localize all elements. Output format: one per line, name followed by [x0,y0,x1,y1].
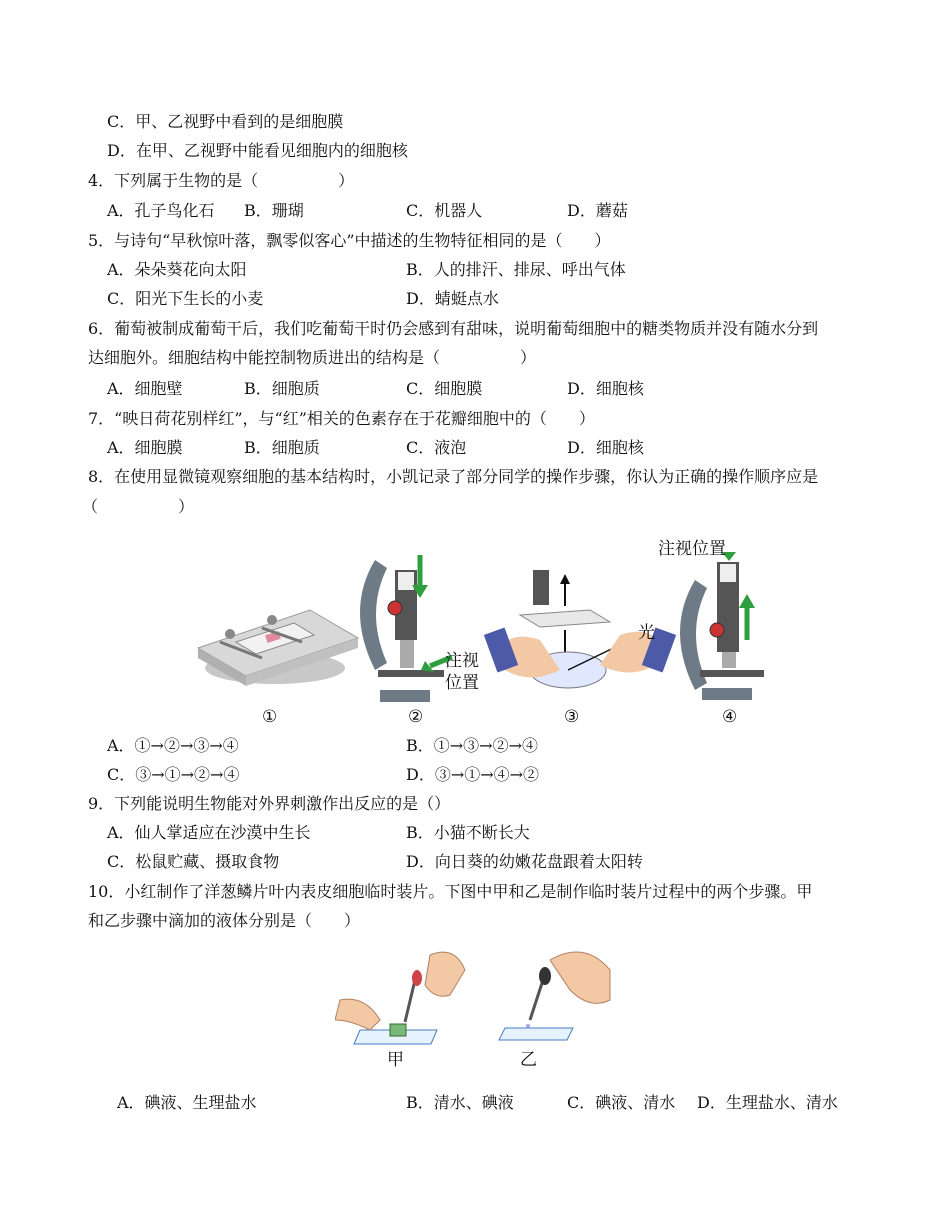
q7-stem: 7．“映日荷花别样红”，与“红”相关的色素存在于花瓣细胞中的（ ） [88,409,595,428]
step1-stage-illustration [198,610,358,686]
q3-option-c: C．甲、乙视野中看到的是细胞膜 [107,112,344,131]
step-number-1: ① [262,707,278,727]
q9-option-d: D．向日葵的幼嫩花盘跟着太阳转 [406,852,643,871]
q8-option-c: C．③→①→②→④ [107,765,240,784]
step4-label-watch: 注视位置 [658,539,726,559]
q8-stem-line1: 8．在使用显微镜观察细胞的基本结构时，小凯记录了部分同学的操作步骤，你认为正确的操作顺序应是 [88,467,819,486]
q9-stem: 9．下列能说明生物能对外界刺激作出反应的是（） [88,794,451,813]
q7-option-c: C．液泡 [406,438,467,457]
q5-option-b: B．人的排汗、排尿、呼出气体 [406,260,626,279]
q8-option-a: A．①→②→③→④ [107,736,239,755]
q3-option-d: D．在甲、乙视野中能看见细胞内的细胞核 [107,141,408,160]
step-yi-illustration [499,952,610,1040]
q7-option-a: A．细胞膜 [107,438,183,457]
q4-option-d: D．蘑菇 [567,201,628,220]
step-number-2: ② [408,707,424,727]
q10-option-c: C．碘液、清水 [567,1093,676,1112]
q8-stem-line2: （ ） [82,497,195,516]
q4-option-c: C．机器人 [406,201,483,220]
label-jia: 甲 [387,1050,404,1070]
step2-label-watch-line1: 注视 [445,651,479,671]
q10-stem-line2: 和乙步骤中滴加的液体分别是（ ） [88,911,361,930]
q6-option-b: B．细胞质 [244,379,320,398]
q4-option-a: A．孔子鸟化石 [107,201,215,220]
step-number-4: ④ [722,707,738,727]
q5-option-a: A．朵朵葵花向太阳 [107,260,247,279]
q5-stem: 5．与诗句“早秋惊叶落，飘零似客心”中描述的生物特征相同的是（ ） [88,231,611,250]
q10-option-d: D．生理盐水、清水 [697,1093,838,1112]
q9-option-a: A．仙人掌适应在沙漠中生长 [107,823,311,842]
q6-option-c: C．细胞膜 [406,379,483,398]
label-yi: 乙 [520,1050,537,1070]
q9-option-b: B．小猫不断长大 [406,823,530,842]
step2-label-watch-line2: 位置 [445,673,479,693]
q5-option-c: C．阳光下生长的小麦 [107,289,264,308]
q6-stem-line2: 达细胞外。细胞结构中能控制物质进出的结构是（ ） [88,348,537,367]
q8-option-d: D．③→①→④→② [406,765,540,784]
q10-option-a: A．碘液、生理盐水 [117,1093,257,1112]
step2-microscope-lowering [360,555,452,702]
step4-microscope-raising [680,552,764,700]
q7-option-d: D．细胞核 [567,438,644,457]
step3-label-light: 光 [638,623,655,643]
q4-option-b: B．珊瑚 [244,201,304,220]
q10-stem-line1: 10．小红制作了洋葱鳞片叶内表皮细胞临时装片。下图中甲和乙是制作临时装片过程中的两个步骤。甲 [88,882,813,901]
q8-microscope-figure [190,530,770,730]
q5-option-d: D．蜻蜓点水 [406,289,499,308]
q6-option-d: D．细胞核 [567,379,644,398]
q10-option-b: B．清水、碘液 [406,1093,514,1112]
q8-option-b: B．①→③→②→④ [406,736,538,755]
q9-option-c: C．松鼠贮藏、摄取食物 [107,852,280,871]
step-jia-illustration [335,952,465,1044]
q4-stem: 4．下列属于生物的是（ ） [88,171,355,190]
q10-slide-prep-figure [335,940,645,1075]
q6-stem-line1: 6．葡萄被制成葡萄干后，我们吃葡萄干时仍会感到有甜味，说明葡萄细胞中的糖类物质并没有随水分到 [88,319,819,338]
q6-option-a: A．细胞壁 [107,379,183,398]
step-number-3: ③ [564,707,580,727]
q7-option-b: B．细胞质 [244,438,320,457]
